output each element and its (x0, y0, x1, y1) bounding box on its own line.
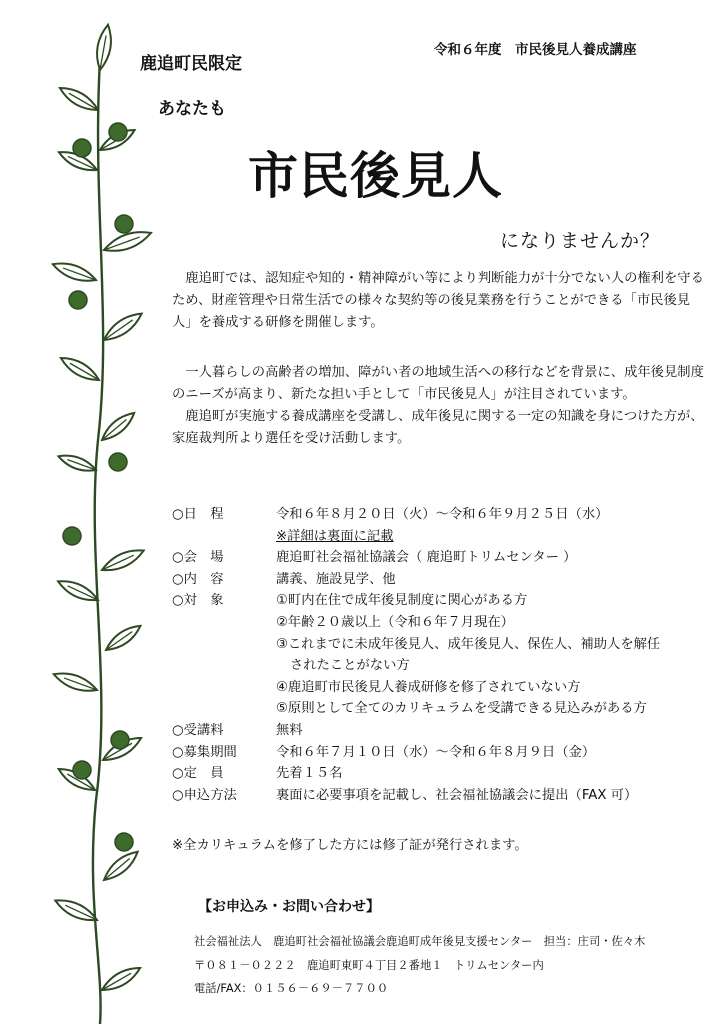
bud-shape (109, 123, 127, 141)
target-item-continued: されたことがない方 (290, 658, 410, 674)
detail-value: 令和６年８月２０日（火）～令和６年９月２５日（水） (276, 507, 609, 522)
bud-shape (63, 527, 81, 545)
contact-organization: 社会福祉法人 鹿追町社会福祉協議会鹿追町成年後見支援センター 担当：庄司・佐々木 (194, 935, 646, 948)
bud-shape (111, 731, 129, 749)
detail-label: ○対 象 (172, 593, 224, 609)
target-item: ⑤原則として全てのカリキュラムを受講できる見込みがある方 (276, 701, 647, 717)
detail-label: ○定 員 (172, 766, 224, 782)
detail-label: ○申込方法 (172, 787, 237, 803)
detail-value: 先着１５名 (276, 766, 343, 782)
target-item: ④鹿追町市民後見人養成研修を修了されていない方 (276, 679, 581, 695)
target-item: ②年齢２０歳以上（令和６年７月現在） (276, 614, 514, 630)
detail-row-capacity (172, 763, 706, 785)
details-list (172, 504, 706, 806)
detail-label: ○会 場 (172, 550, 224, 566)
bud-shape (115, 215, 133, 233)
detail-label: ○受講料 (172, 722, 224, 738)
tagline: になりませんか？ (500, 230, 661, 252)
bud-shape (115, 833, 133, 851)
detail-row-period (172, 742, 706, 764)
bud-shape (69, 291, 87, 309)
lead-text: あなたも (158, 99, 226, 119)
contact-address: 〒０８１－０２２２ 鹿追町東町４丁目２番地１ トリムセンター内 (194, 958, 544, 972)
contact-heading: 【お申込み・お問い合わせ】 (198, 899, 380, 915)
bud-shape (73, 761, 91, 779)
detail-row-content (172, 569, 706, 591)
detail-row-target (172, 590, 706, 720)
target-item: ③これまでに未成年後見人、成年後見人、保佐人、補助人を解任 (276, 636, 661, 652)
detail-row-apply (172, 785, 706, 807)
intro-paragraph-2: 一人暮らしの高齢者の増加、障がい者の地域生活への移行などを背景に、成年後見制度のニーズが高まり、新たな担い手として「市民後見人」が注目されています。 鹿追町が実施する養成講座を受講し、成年後見に関する一定の知識を身につけた方が、家庭裁判所より選任を受け活動します。 (172, 365, 704, 446)
target-item: ①町内在住で成年後見制度に関心がある方 (276, 593, 528, 609)
contact-phone: 電話/FAX：０１５６－６９－７７００ (194, 982, 389, 995)
detail-row-fee (172, 720, 706, 742)
series-title: 令和６年度 市民後見人養成講座 (434, 42, 637, 58)
certificate-note: ※全カリキュラムを修了した方には修了証が発行されます。 (172, 838, 528, 853)
bud-shape (73, 139, 91, 157)
detail-value: 無料 (276, 722, 303, 738)
detail-note: ※詳細は裏面に記載 (276, 528, 394, 544)
detail-value: 令和６年７月１０日（水）～令和６年８月９日（金） (276, 744, 596, 760)
detail-row-venue (172, 547, 706, 569)
page-title: 市民後見人 (248, 147, 503, 205)
detail-label: ○募集期間 (172, 744, 237, 760)
detail-label: ○内 容 (172, 571, 224, 587)
detail-row-schedule (172, 504, 706, 547)
detail-value: 講義、施設見学、他 (276, 571, 396, 587)
intro-paragraph-1: 鹿追町では、認知症や知的・精神障がい等により判断能力が十分でない人の権利を守るため、財産管理や日常生活での様々な契約等の後見業務を行うことができる「市民後見人」を養成する研修を開催します。 (172, 271, 704, 330)
contact-block (194, 930, 645, 1001)
detail-value: 鹿追町社会福祉協議会（ 鹿追町トリムセンター ） (276, 550, 577, 566)
bud-shape (109, 453, 127, 471)
detail-label: ○日 程 (172, 507, 224, 522)
vine-stem (93, 60, 103, 1024)
detail-value: 裏面に必要事項を記載し、社会福祉協議会に提出（FAX 可） (276, 787, 638, 803)
residents-only-label: 鹿追町民限定 (140, 54, 242, 74)
